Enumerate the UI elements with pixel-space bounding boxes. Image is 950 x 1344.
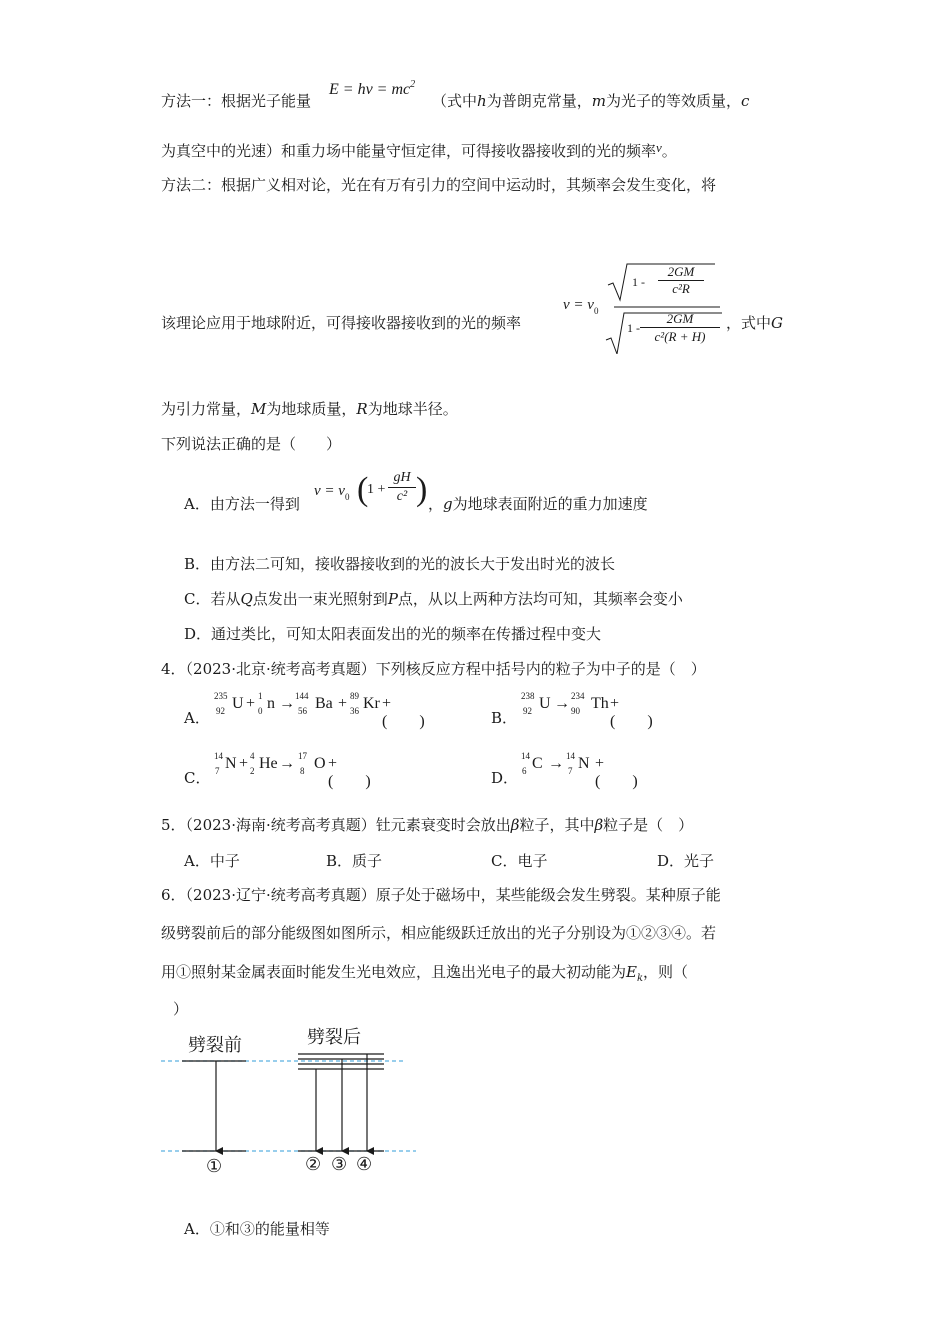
method1-line1 <box>161 91 311 111</box>
q5-stem: 5．（2023·海南·统考高考真题）钍元素衰变时会放出β粒子，其中β粒子是（ ） <box>161 816 694 834</box>
method2-line3: 为引力常量，M为地球质量，R为地球半径。 <box>161 400 458 418</box>
mark-1: ① <box>206 1156 223 1177</box>
method2-prefix: 该理论应用于地球附近，可得接收器接收到的光的频率 <box>161 314 522 332</box>
method1-note: （式中h为普朗克常量，m为光子的等效质量，c <box>432 92 750 110</box>
q4-option-c-label[interactable]: C． <box>184 769 211 787</box>
q5-option-a[interactable]: A．中子 <box>184 852 240 870</box>
method2-suffix: ，式中G <box>726 314 783 332</box>
option-c[interactable]: C．若从Q点发出一束光照射到P点，从以上两种方法均可知，其频率会变小 <box>184 590 683 608</box>
method2-formula-lhs: $\nu = \nu_0$ <box>563 297 599 316</box>
mark-4: ④ <box>356 1154 373 1175</box>
q6-line1: 6．（2023·辽宁·统考高考真题）原子处于磁场中，某些能级会发生劈裂。某种原子能 <box>161 886 721 904</box>
q4-option-d-label[interactable]: D． <box>491 769 519 787</box>
method1-line2: 为真空中的光速）和重力场中能量守恒定律，可得接收器接收到的光的频率ν。 <box>161 140 677 160</box>
q4-option-a-label[interactable]: A． <box>184 709 210 727</box>
option-d[interactable]: D．通过类比，可知太阳表面发出的光的频率在传播过程中变大 <box>184 625 602 643</box>
option-a-one: 1 + <box>367 482 386 497</box>
num-one: 1 - <box>632 275 645 289</box>
option-a-lparen: ( <box>357 471 369 508</box>
question-stem: 下列说法正确的是（ ） <box>161 435 342 453</box>
q5-option-c[interactable]: C．电子 <box>491 852 548 870</box>
option-a-label[interactable]: A．由方法一得到 <box>184 495 300 513</box>
q6-line3: 用①照射某金属表面时能发生光电效应，且逸出光电子的最大初动能为$E_k$，则（ <box>161 963 689 984</box>
q4-stem: 4．（2023·北京·统考高考真题）下列核反应方程中括号内的粒子为中子的是（ ） <box>161 660 706 678</box>
label-before-split: 劈裂前 <box>188 1035 242 1056</box>
q5-option-b[interactable]: B．质子 <box>326 852 383 870</box>
mark-3: ③ <box>331 1154 348 1175</box>
method2-line1: 方法二：根据广义相对论，光在有万有引力的空间中运动时，其频率会发生变化，将 <box>161 176 717 194</box>
num-frac: 2GM c²R <box>658 264 704 297</box>
option-a-frac: gH c² <box>388 469 416 506</box>
den-one: 1 - <box>627 321 640 335</box>
q6-line2: 级劈裂前后的部分能级图如图所示，相应能级跃迁放出的光子分别设为①②③④。若 <box>161 924 717 942</box>
option-a-tail: ，g为地球表面附近的重力加速度 <box>428 495 648 513</box>
q4-option-b-label[interactable]: B． <box>491 709 518 727</box>
den-frac: 2GM c²(R + H) <box>640 310 720 345</box>
label-after-split: 劈裂后 <box>307 1027 361 1048</box>
option-b[interactable]: B．由方法二可知，接收器接收到的光的波长大于发出时光的波长 <box>184 555 616 573</box>
q6-line4: ） <box>173 1000 189 1018</box>
q5-option-d[interactable]: D．光子 <box>657 852 715 870</box>
method1-formula: $E = h\nu = mc^2$ <box>329 79 416 98</box>
option-a-rparen: ) <box>416 471 428 508</box>
option-a-formula-lhs: $\nu = \nu_0$ <box>314 483 350 502</box>
q6-option-a[interactable]: A．①和③的能量相等 <box>184 1220 330 1238</box>
mark-2: ② <box>305 1154 322 1175</box>
method1-prefix: 方法一：根据光子能量 <box>161 92 312 110</box>
